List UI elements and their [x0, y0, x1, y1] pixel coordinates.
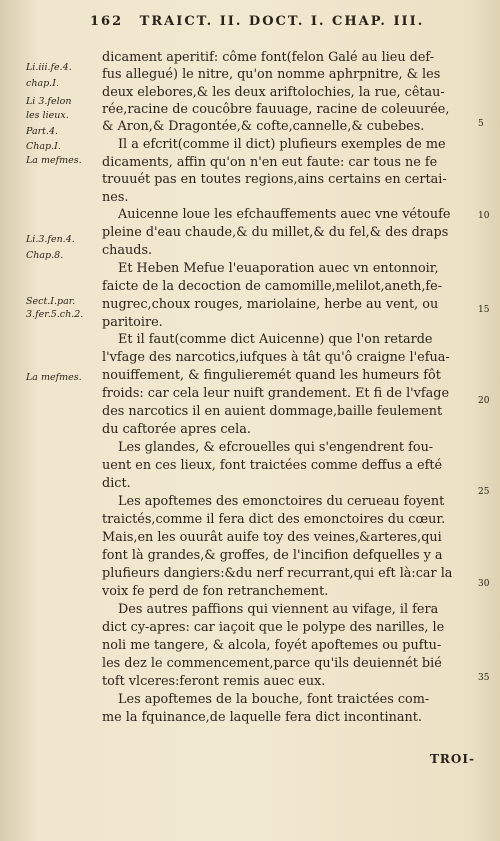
text-line: dict. [102, 476, 131, 491]
margin-note: Part.4. [26, 126, 59, 137]
line-number: 15 [478, 305, 490, 315]
line-number: 5 [478, 119, 484, 129]
text-line: traictés,comme il fera dict des emonctoires du cœur. [102, 512, 446, 527]
margin-note: les lieux. [26, 110, 69, 121]
text-line: voix fe perd de fon retranchement. [102, 584, 329, 599]
text-line: font là grandes,& groffes, de l'incifion defquelles y a [102, 548, 443, 563]
text-line: les dez le commencement,parce qu'ils deuiennét bié [102, 656, 442, 671]
text-line: des narcotics il en auient dommage,baille feulement [102, 404, 443, 419]
text-line: du caftorée apres cela. [102, 422, 251, 437]
margin-note: 3.fer.5.ch.2. [26, 309, 84, 320]
text-line: dict cy-apres: car iaçoit que le polype des narilles, le [102, 620, 445, 635]
margin-note: La mefmes. [26, 155, 82, 166]
text-line: deux elebores,& les deux ariftolochies, la rue, cêtau- [102, 85, 445, 100]
text-line: Les apoftemes des emonctoires du cerueau foyent [118, 494, 445, 509]
text-line: Et il faut(comme dict Auicenne) que l'on retarde [118, 332, 433, 347]
text-line: nugrec,choux rouges, mariolaine, herbe au vent, ou [102, 297, 439, 312]
text-line: faicte de la decoction de camomille,melilot,aneth,fe- [102, 279, 443, 294]
text-line: Auicenne loue les efchauffements auec vne vétoufe [118, 207, 451, 222]
text-line: & Aron,& Dragontée,& cofte,cannelle,& cubebes. [102, 119, 425, 134]
line-number: 25 [478, 487, 490, 497]
catchword: TROI- [430, 752, 475, 766]
text-line: noli me tangere, & alcola, foyét apoftemes ou puftu- [102, 638, 442, 653]
text-line: dicaments, affin qu'on n'en eut faute: car tous ne fe [102, 155, 438, 170]
margin-note: La mefmes. [26, 372, 82, 383]
text-line: nouiffement, & fingulieremét quand les humeurs fôt [102, 368, 441, 383]
text-line: chauds. [102, 243, 153, 258]
running-title: TRAICT. II. DOCT. I. CHAP. III. [139, 14, 425, 29]
text-line: Et Heben Mefue l'euaporation auec vn entonnoir, [118, 261, 439, 276]
margin-note: Li 3.felon [26, 96, 72, 107]
running-head [90, 14, 470, 29]
text-line: froids: car cela leur nuift grandement. Et fi de l'vfage [102, 386, 450, 401]
margin-note: Li.3.fen.4. [26, 234, 75, 245]
text-line: dicament aperitif: côme font(felon Galé au lieu def- [102, 50, 435, 65]
margin-note: Sect.I.par. [26, 296, 76, 307]
text-line: paritoire. [102, 315, 163, 330]
text-line: pleine d'eau chaude,& du millet,& du fel,& des draps [102, 225, 449, 240]
text-line: rée,racine de coucôbre fauuage, racine de coleuurée, [102, 102, 450, 117]
margin-note: chap.I. [26, 78, 59, 89]
text-line: nes. [102, 190, 129, 205]
text-line: trouuét pas en toutes regions,ains certains en certai- [102, 172, 447, 187]
text-line: Mais,en les ouurât auife toy des veines,&arteres,qui [102, 530, 442, 545]
text-line: toft vlceres:feront remis auec eux. [102, 674, 326, 689]
margin-note: Chap.8. [26, 250, 64, 261]
line-number: 35 [478, 673, 490, 683]
text-line: plufieurs dangiers:&du nerf recurrant,qui eft là:car la [102, 566, 453, 581]
line-number: 30 [478, 579, 490, 589]
text-line: Des autres paffions qui viennent au vifage, il fera [118, 602, 439, 617]
text-line: me la fquinance,de laquelle fera dict incontinant. [102, 710, 422, 725]
text-line: Les glandes, & efcrouelles qui s'engendrent fou- [118, 440, 434, 455]
text-line: Les apoftemes de la bouche, font traictées com- [118, 692, 430, 707]
page-number: 162 [90, 14, 124, 29]
line-number: 10 [478, 211, 490, 221]
margin-note: Chap.I. [26, 141, 61, 152]
text-line: fus allegué) le nitre, qu'on nomme aphrpnitre, & les [102, 67, 441, 82]
text-line: l'vfage des narcotics,iufques à tât qu'ô craigne l'efua- [102, 350, 450, 365]
line-number: 20 [478, 396, 490, 406]
text-line: Il a efcrit(comme il dict) plufieurs exemples de me [118, 137, 446, 152]
text-line: uent en ces lieux, font traictées comme deffus a efté [102, 458, 443, 473]
margin-note: Li.iii.fe.4. [26, 62, 72, 73]
